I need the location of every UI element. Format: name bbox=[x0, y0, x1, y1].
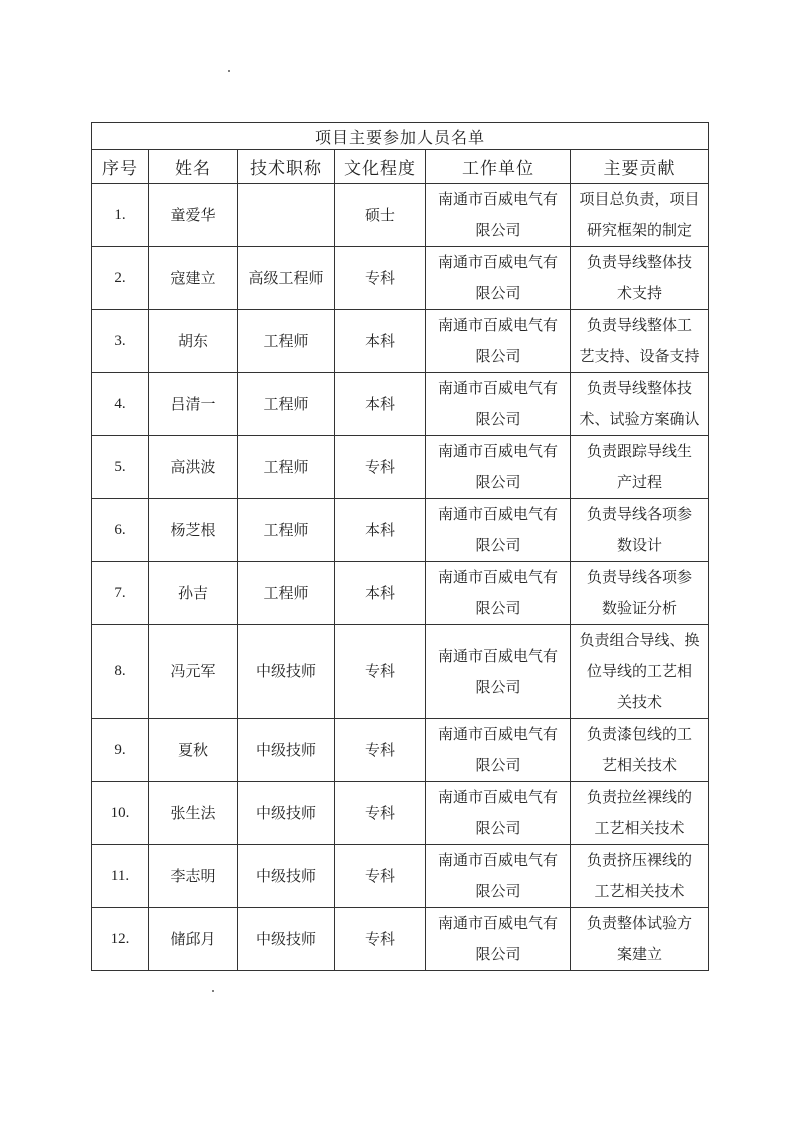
table-row bbox=[92, 908, 709, 971]
row-title: 工程师 bbox=[238, 373, 335, 436]
contribution-line: 工艺相关技术 bbox=[594, 819, 685, 837]
unit-line: 限公司 bbox=[475, 284, 521, 302]
unit-line: 南通市百威电气有 bbox=[437, 253, 558, 271]
header-no: 序号 bbox=[92, 150, 149, 184]
contribution-line: 负责跟踪导线生 bbox=[587, 442, 693, 460]
row-education: 本科 bbox=[335, 373, 426, 436]
row-no: 7. bbox=[92, 562, 149, 625]
row-title: 高级工程师 bbox=[238, 247, 335, 310]
contribution-line: 艺相关技术 bbox=[602, 756, 678, 774]
contribution-line: 负责整体试验方 bbox=[587, 914, 693, 932]
table-title-row bbox=[92, 123, 709, 150]
unit-line: 限公司 bbox=[475, 945, 521, 963]
row-name: 冯元军 bbox=[149, 625, 238, 719]
row-contribution bbox=[571, 562, 709, 625]
row-name: 张生法 bbox=[149, 782, 238, 845]
row-no: 6. bbox=[92, 499, 149, 562]
contribution-line: 负责导线各项参 bbox=[587, 505, 693, 523]
table-row bbox=[92, 845, 709, 908]
row-education: 本科 bbox=[335, 562, 426, 625]
row-name: 孙吉 bbox=[149, 562, 238, 625]
unit-line: 限公司 bbox=[475, 819, 521, 837]
contribution-line: 负责挤压裸线的 bbox=[587, 851, 693, 869]
table-header-row bbox=[92, 150, 709, 184]
row-name: 夏秋 bbox=[149, 719, 238, 782]
row-name: 胡东 bbox=[149, 310, 238, 373]
contribution-line: 负责导线整体技 bbox=[587, 253, 693, 271]
row-no: 2. bbox=[92, 247, 149, 310]
row-name: 李志明 bbox=[149, 845, 238, 908]
contribution-line: 艺支持、设备支持 bbox=[579, 347, 700, 365]
table-row bbox=[92, 247, 709, 310]
row-unit bbox=[426, 310, 571, 373]
unit-line: 限公司 bbox=[475, 221, 521, 239]
table-row bbox=[92, 719, 709, 782]
scan-speck bbox=[228, 70, 230, 72]
contribution-line: 研究框架的制定 bbox=[587, 221, 693, 239]
unit-line: 南通市百威电气有 bbox=[437, 725, 558, 743]
unit-line: 限公司 bbox=[475, 473, 521, 491]
row-unit bbox=[426, 499, 571, 562]
table-row bbox=[92, 184, 709, 247]
row-name: 储邱月 bbox=[149, 908, 238, 971]
unit-line: 限公司 bbox=[475, 410, 521, 428]
row-no: 4. bbox=[92, 373, 149, 436]
row-contribution bbox=[571, 908, 709, 971]
table-row bbox=[92, 373, 709, 436]
row-contribution bbox=[571, 499, 709, 562]
row-unit bbox=[426, 184, 571, 247]
row-title: 中级技师 bbox=[238, 719, 335, 782]
header-title: 技术职称 bbox=[238, 150, 335, 184]
header-unit: 工作单位 bbox=[426, 150, 571, 184]
row-name: 寇建立 bbox=[149, 247, 238, 310]
unit-line: 南通市百威电气有 bbox=[437, 646, 558, 665]
unit-line: 南通市百威电气有 bbox=[437, 851, 558, 869]
row-education: 专科 bbox=[335, 845, 426, 908]
contribution-line: 关技术 bbox=[617, 693, 663, 711]
row-title: 中级技师 bbox=[238, 908, 335, 971]
table-row bbox=[92, 782, 709, 845]
table-row bbox=[92, 562, 709, 625]
personnel-table bbox=[91, 122, 709, 971]
unit-line: 南通市百威电气有 bbox=[437, 568, 558, 586]
contribution-line: 数设计 bbox=[617, 536, 663, 554]
contribution-line: 术支持 bbox=[617, 284, 663, 302]
row-unit bbox=[426, 247, 571, 310]
row-unit bbox=[426, 719, 571, 782]
unit-line: 南通市百威电气有 bbox=[437, 505, 558, 523]
row-no: 8. bbox=[92, 625, 149, 719]
row-education: 专科 bbox=[335, 782, 426, 845]
row-unit bbox=[426, 782, 571, 845]
row-unit bbox=[426, 845, 571, 908]
unit-line: 限公司 bbox=[475, 882, 521, 900]
row-unit bbox=[426, 908, 571, 971]
row-name: 高洪波 bbox=[149, 436, 238, 499]
header-education: 文化程度 bbox=[335, 150, 426, 184]
row-name: 杨芝根 bbox=[149, 499, 238, 562]
row-contribution bbox=[571, 184, 709, 247]
contribution-line: 位导线的工艺相 bbox=[587, 662, 693, 680]
header-name: 姓名 bbox=[149, 150, 238, 184]
row-education: 本科 bbox=[335, 310, 426, 373]
table-row bbox=[92, 499, 709, 562]
row-education: 专科 bbox=[335, 719, 426, 782]
row-name: 童爱华 bbox=[149, 184, 238, 247]
unit-line: 南通市百威电气有 bbox=[437, 316, 558, 334]
row-contribution bbox=[571, 373, 709, 436]
unit-line: 南通市百威电气有 bbox=[437, 442, 558, 460]
row-no: 3. bbox=[92, 310, 149, 373]
contribution-line: 负责拉丝裸线的 bbox=[587, 788, 693, 806]
row-unit bbox=[426, 625, 571, 719]
row-contribution bbox=[571, 310, 709, 373]
row-education: 硕士 bbox=[335, 184, 426, 247]
row-contribution bbox=[571, 845, 709, 908]
row-no: 12. bbox=[92, 908, 149, 971]
contribution-line: 负责组合导线、换 bbox=[579, 631, 700, 649]
table-row bbox=[92, 310, 709, 373]
row-name: 吕清一 bbox=[149, 373, 238, 436]
row-no: 9. bbox=[92, 719, 149, 782]
contribution-line: 数验证分析 bbox=[602, 599, 678, 617]
unit-line: 南通市百威电气有 bbox=[437, 190, 558, 208]
row-no: 5. bbox=[92, 436, 149, 499]
row-title bbox=[238, 184, 335, 247]
row-title: 中级技师 bbox=[238, 625, 335, 719]
row-title: 工程师 bbox=[238, 562, 335, 625]
row-unit bbox=[426, 373, 571, 436]
row-education: 专科 bbox=[335, 436, 426, 499]
row-title: 工程师 bbox=[238, 499, 335, 562]
row-education: 专科 bbox=[335, 625, 426, 719]
table-row bbox=[92, 436, 709, 499]
table-body bbox=[92, 184, 709, 971]
unit-line: 限公司 bbox=[475, 599, 521, 617]
row-no: 10. bbox=[92, 782, 149, 845]
contribution-line: 工艺相关技术 bbox=[594, 882, 685, 900]
header-contribution: 主要贡献 bbox=[571, 150, 709, 184]
contribution-line: 负责漆包线的工 bbox=[587, 725, 693, 743]
row-title: 中级技师 bbox=[238, 782, 335, 845]
contribution-line: 产过程 bbox=[617, 473, 663, 491]
contribution-line: 负责导线各项参 bbox=[587, 568, 693, 586]
unit-line: 限公司 bbox=[475, 347, 521, 365]
row-education: 专科 bbox=[335, 908, 426, 971]
table-row bbox=[92, 625, 709, 719]
row-title: 工程师 bbox=[238, 436, 335, 499]
row-no: 11. bbox=[92, 845, 149, 908]
row-contribution bbox=[571, 782, 709, 845]
contribution-line: 术、试验方案确认 bbox=[579, 410, 700, 428]
contribution-line: 案建立 bbox=[617, 945, 663, 963]
unit-line: 南通市百威电气有 bbox=[437, 379, 558, 397]
row-contribution bbox=[571, 436, 709, 499]
unit-line: 限公司 bbox=[475, 756, 521, 774]
row-education: 本科 bbox=[335, 499, 426, 562]
unit-line: 限公司 bbox=[475, 536, 521, 554]
table-title: 项目主要参加人员名单 bbox=[92, 123, 709, 150]
contribution-line: 负责导线整体工 bbox=[587, 316, 693, 334]
unit-line: 南通市百威电气有 bbox=[437, 788, 558, 806]
unit-line: 限公司 bbox=[475, 677, 521, 696]
row-unit bbox=[426, 436, 571, 499]
row-education: 专科 bbox=[335, 247, 426, 310]
row-contribution bbox=[571, 625, 709, 719]
row-no: 1. bbox=[92, 184, 149, 247]
row-unit bbox=[426, 562, 571, 625]
row-contribution bbox=[571, 247, 709, 310]
scan-speck bbox=[212, 990, 214, 992]
unit-line: 南通市百威电气有 bbox=[437, 914, 558, 932]
row-title: 中级技师 bbox=[238, 845, 335, 908]
row-contribution bbox=[571, 719, 709, 782]
row-title: 工程师 bbox=[238, 310, 335, 373]
contribution-line: 负责导线整体技 bbox=[587, 379, 693, 397]
contribution-line: 项目总负责，项目 bbox=[579, 190, 700, 208]
